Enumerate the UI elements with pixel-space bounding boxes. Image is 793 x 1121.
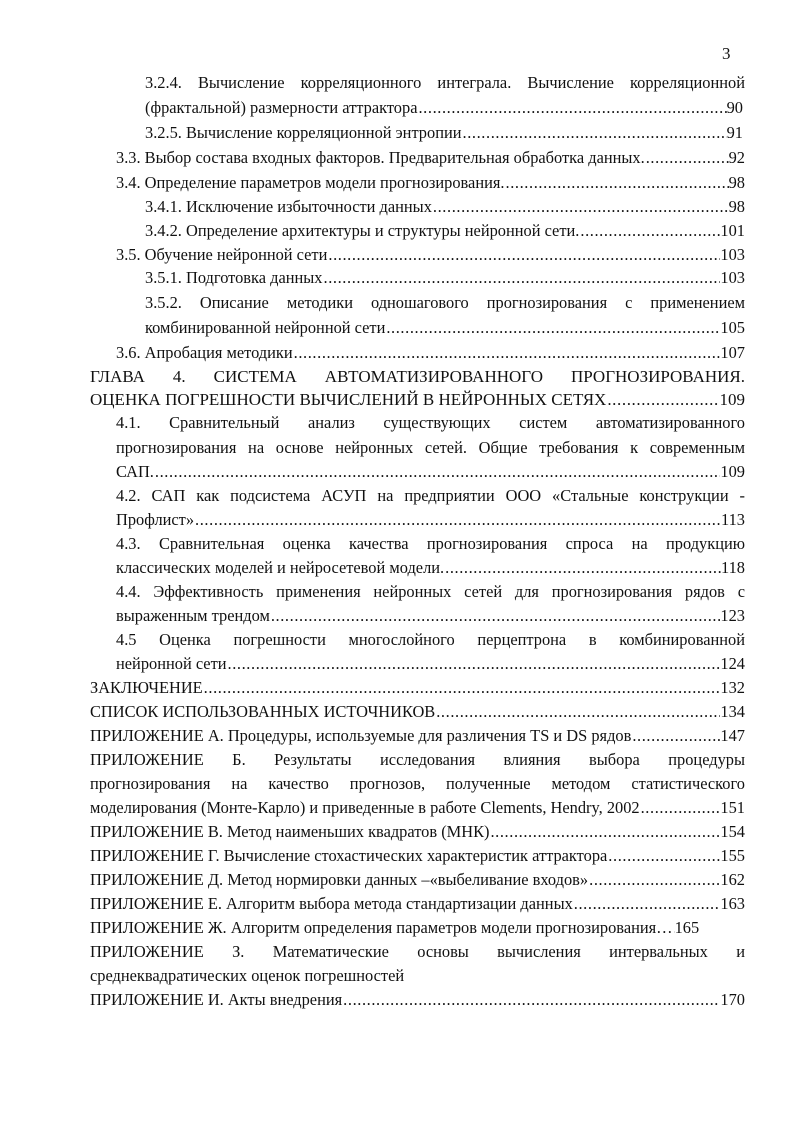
dot-leader	[435, 700, 720, 724]
toc-page-number: 163	[720, 894, 745, 913]
toc-line	[90, 365, 745, 389]
toc-entry-text: ПРИЛОЖЕНИЕ Е. Алгоритм выбора метода стандартизации данных	[90, 894, 573, 913]
toc-page-number: 103	[720, 268, 745, 287]
dot-leader	[645, 146, 729, 170]
toc-entry-text: ПРИЛОЖЕНИЕ В. Метод наименьших квадратов (МНК)	[90, 822, 490, 841]
toc-line	[145, 71, 745, 95]
toc-entry-text: Профлист»	[116, 510, 195, 529]
toc-line[interactable]	[145, 316, 745, 340]
toc-entry-text: 4.3. Сравнительная оценка качества прогнозирования спроса на продукцию	[116, 534, 745, 553]
toc-page-number: 107	[720, 343, 745, 362]
toc-line[interactable]	[145, 121, 743, 145]
toc-line[interactable]	[116, 460, 745, 484]
toc-entry-text: прогнозирования на основе нейронных сетей. Общие требования к современным	[116, 438, 745, 457]
toc-page-number: 103	[720, 245, 745, 264]
toc-entry-text: 4.2. САП как подсистема АСУП на предприятии ООО «Стальные конструкции -	[116, 486, 745, 505]
toc-line	[145, 291, 745, 315]
dot-leader	[607, 844, 720, 868]
toc-line[interactable]	[90, 844, 745, 868]
toc-entry-text: 4.4. Эффективность применения нейронных сетей для прогнозирования рядов с	[116, 582, 745, 601]
toc-entry-text: 3.4.2. Определение архитектуры и структуры нейронной сети.	[145, 221, 580, 240]
toc-line	[90, 772, 745, 796]
dot-leader	[417, 96, 726, 120]
toc-entry-text: 3.4. Определение параметров модели прогнозирования.	[116, 173, 505, 192]
toc-line[interactable]	[145, 219, 745, 243]
toc-page-number: 109	[720, 462, 745, 481]
toc-line[interactable]	[145, 96, 743, 120]
toc-entry-text: (фрактальной) размерности аттрактора	[145, 98, 418, 117]
toc-line	[116, 628, 745, 652]
toc-entry-text: ПРИЛОЖЕНИЕ Ж. Алгоритм определения параметров модели прогнозирования…	[90, 918, 673, 937]
toc-line	[116, 484, 745, 508]
dot-leader	[203, 676, 721, 700]
toc-line	[116, 436, 745, 460]
toc-line[interactable]	[116, 171, 745, 195]
toc-line	[90, 964, 745, 988]
dot-leader	[342, 988, 720, 1012]
dot-leader	[154, 460, 721, 484]
toc-entry-text: САП.	[116, 462, 154, 481]
dot-leader	[444, 556, 721, 580]
dot-leader	[462, 121, 727, 145]
dot-leader	[588, 868, 720, 892]
toc-page-number: 165	[674, 918, 700, 937]
toc-entry-text: классических моделей и нейросетевой модели.	[116, 558, 445, 577]
toc-entry-text: 4.1. Сравнительный анализ существующих систем автоматизированного	[116, 413, 745, 432]
toc-entry-text: комбинированной нейронной сети	[145, 318, 386, 337]
toc-entry-text: 3.4.1. Исключение избыточности данных	[145, 197, 432, 216]
toc-entry-text: ПРИЛОЖЕНИЕ И. Акты внедрения	[90, 990, 343, 1009]
dot-leader	[385, 316, 720, 340]
toc-entry-text: ПРИЛОЖЕНИЕ Д. Метод нормировки данных –«выбеливание входов»	[90, 870, 589, 889]
toc-line[interactable]	[116, 604, 745, 628]
toc-page-number: 134	[720, 702, 745, 721]
toc-line[interactable]	[90, 700, 745, 724]
dot-leader	[606, 388, 719, 412]
toc-line[interactable]	[116, 508, 745, 532]
toc-entry-text: 3.5. Обучение нейронной сети	[116, 245, 328, 264]
toc-page-number: 113	[721, 510, 745, 529]
toc-page-number: 154	[720, 822, 745, 841]
toc-line	[116, 532, 745, 556]
toc-line[interactable]	[90, 916, 745, 940]
toc-entry-text: 4.5 Оценка погрешности многослойного перцептрона в комбинированной	[116, 630, 745, 649]
toc-line[interactable]	[116, 146, 745, 170]
toc-page-number: 151	[720, 798, 745, 817]
toc-page-number: 147	[720, 726, 745, 745]
toc-line[interactable]	[116, 341, 745, 365]
toc-entry-text: СПИСОК ИСПОЛЬЗОВАННЫХ ИСТОЧНИКОВ	[90, 702, 436, 721]
dot-leader	[432, 195, 729, 219]
toc-page-number: 101	[720, 221, 745, 240]
toc-line[interactable]	[90, 724, 745, 748]
toc-line[interactable]	[90, 988, 745, 1012]
toc-entry-text: 3.6. Апробация методики	[116, 343, 293, 362]
toc-line	[90, 940, 745, 964]
dot-leader	[194, 508, 721, 532]
toc-page-number: 162	[720, 870, 745, 889]
toc-line[interactable]	[116, 652, 745, 676]
toc-entry-text: 3.2.4. Вычисление корреляционного интеграла. Вычисление корреляционной	[145, 73, 745, 92]
dot-leader	[489, 820, 720, 844]
toc-entry-text: 3.5.2. Описание методики одношагового прогнозирования с применением	[145, 293, 745, 312]
toc-entry-text: среднеквадратических оценок погрешностей	[90, 966, 405, 985]
toc-entry-text: ПРИЛОЖЕНИЕ Б. Результаты исследования влияния выбора процедуры	[90, 750, 745, 769]
toc-entry-text: ГЛАВА 4. СИСТЕМА АВТОМАТИЗИРОВАННОГО ПРОГНОЗИРОВАНИЯ.	[90, 367, 745, 386]
toc-entry-text: ПРИЛОЖЕНИЕ А. Процедуры, используемые для различения TS и DS рядов	[90, 726, 632, 745]
dot-leader	[327, 243, 720, 267]
toc-page-number: 170	[720, 990, 745, 1009]
toc-entry-text: ПРИЛОЖЕНИЕ З. Математические основы вычисления интервальных и	[90, 942, 745, 961]
toc-entry-text: выраженным трендом	[116, 606, 270, 625]
toc-entry-text: ОЦЕНКА ПОГРЕШНОСТИ ВЫЧИСЛЕНИЙ В НЕЙРОННЫХ СЕТЯХ	[90, 390, 607, 409]
toc-page-number: 98	[728, 173, 745, 192]
toc-line[interactable]	[116, 243, 745, 267]
toc-line	[116, 411, 745, 435]
toc-page-number: 155	[720, 846, 745, 865]
toc-line	[90, 748, 745, 772]
dot-leader	[227, 652, 721, 676]
dot-leader	[579, 219, 720, 243]
toc-line[interactable]	[90, 820, 745, 844]
toc-page-number: 90	[726, 98, 743, 117]
dot-leader	[323, 266, 721, 290]
toc-line[interactable]	[90, 868, 745, 892]
page-number: 3	[722, 44, 731, 63]
toc-page-number: 132	[720, 678, 745, 697]
toc-entry-text: нейронной сети	[116, 654, 227, 673]
dot-leader	[631, 724, 720, 748]
toc-entry-text: моделирования (Монте-Карло) и приведенные в работе Clements, Hendry, 2002	[90, 798, 640, 817]
toc-line[interactable]	[90, 892, 745, 916]
dot-leader	[505, 171, 729, 195]
toc-line[interactable]	[116, 556, 745, 580]
dot-leader	[640, 796, 721, 820]
toc-page-number: 105	[720, 318, 745, 337]
toc-page-number: 124	[720, 654, 745, 673]
toc-page-number: 98	[728, 197, 745, 216]
toc-line[interactable]	[145, 266, 745, 290]
toc-page-number: 92	[728, 148, 745, 167]
toc-page-number: 109	[719, 390, 745, 409]
dot-leader	[270, 604, 721, 628]
toc-line[interactable]	[145, 195, 745, 219]
toc-entry-text: 3.5.1. Подготовка данных	[145, 268, 323, 287]
toc-line	[116, 580, 745, 604]
dot-leader	[573, 892, 721, 916]
toc-entry-text: прогнозирования на качество прогнозов, полученные методом статистического	[90, 774, 745, 793]
toc-entry-text: 3.2.5. Вычисление корреляционной энтропии	[145, 123, 462, 142]
toc-line[interactable]	[90, 796, 745, 820]
toc-page-number: 118	[721, 558, 745, 577]
toc-line[interactable]	[90, 676, 745, 700]
toc-entry-text: ЗАКЛЮЧЕНИЕ	[90, 678, 203, 697]
toc-page-number: 123	[720, 606, 745, 625]
toc-page-number: 91	[726, 123, 743, 142]
toc-line[interactable]	[90, 388, 745, 412]
toc-entry-text: ПРИЛОЖЕНИЕ Г. Вычисление стохастических характеристик аттрактора	[90, 846, 608, 865]
dot-leader	[293, 341, 721, 365]
toc-entry-text: 3.3. Выбор состава входных факторов. Предварительная обработка данных.	[116, 148, 645, 167]
